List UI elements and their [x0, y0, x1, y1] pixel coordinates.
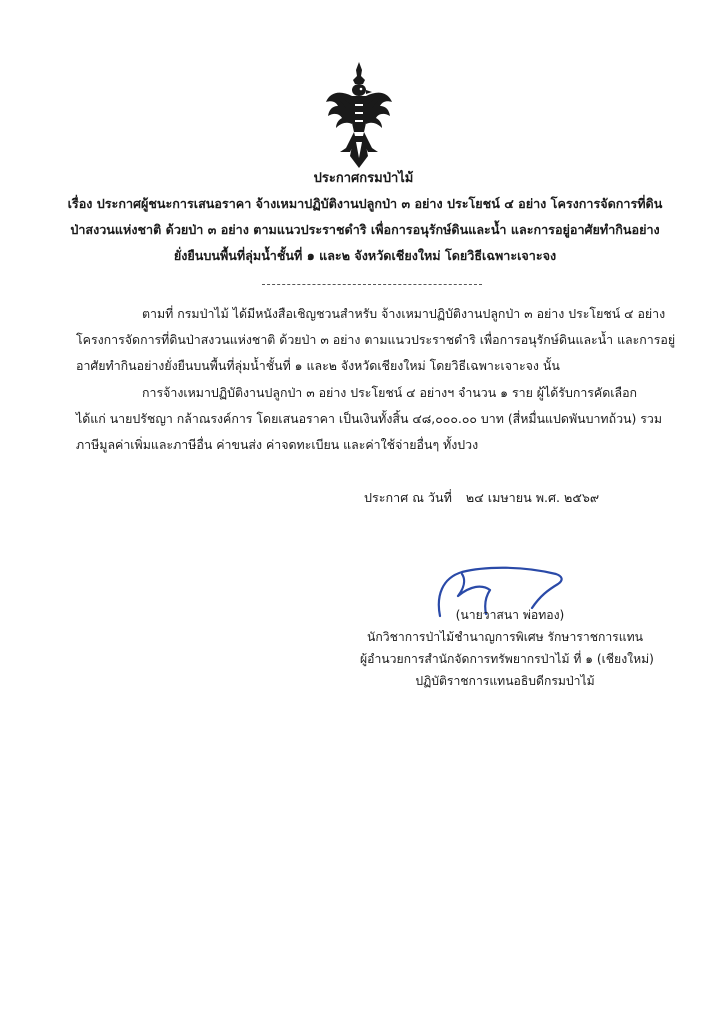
subject-block: [62, 191, 668, 269]
body-line: อาศัยทำกินอย่างยั่งยืนบนพื้นที่ลุ่มน้ำชั้นที่ ๑ และ๒ จังหวัดเชียงใหม่ โดยวิธีเฉพาะเจาะจง นั้น: [76, 358, 560, 373]
signatory-position: ปฏิบัติราชการแทนอธิบดีกรมป่าไม้: [415, 674, 595, 688]
garuda-emblem-icon: [326, 62, 392, 168]
body-line: โครงการจัดการที่ดินป่าสงวนแห่งชาติ ด้วยป่า ๓ อย่าง ตามแนวประราชดำริ เพื่อการอนุรักษ์ดินและน้ำ และการอยู่: [76, 332, 676, 347]
signatory-position: นักวิชาการป่าไม้ชำนาญการพิเศษ รักษาราชการแทน: [367, 630, 643, 644]
body-paragraph-invitation: [76, 301, 676, 379]
document-title: ประกาศกรมป่าไม้: [313, 171, 414, 186]
section-divider: [262, 284, 482, 285]
announcement-date: [364, 488, 599, 508]
signatory-name: (นายวาสนา พ่อทอง): [455, 608, 565, 622]
announcement-month-year: เมษายน พ.ศ. ๒๕๖๙: [487, 490, 600, 505]
subject-line: เรื่อง ประกาศผู้ชนะการเสนอราคา จ้างเหมาปฏิบัติงานปลูกป่า ๓ อย่าง ประโยชน์ ๔ อย่าง โครงการจัดการที่ดิน: [67, 196, 663, 211]
signatory-position: ผู้อำนวยการสำนักจัดการทรัพยากรป่าไม้ ที่ ๑ (เชียงใหม่): [360, 652, 654, 666]
body-line: ภาษีมูลค่าเพิ่มและภาษีอื่น ค่าขนส่ง ค่าจดทะเบียน และค่าใช้จ่ายอื่นๆ ทั้งปวง: [76, 437, 479, 452]
subject-line: ป่าสงวนแห่งชาติ ด้วยป่า ๓ อย่าง ตามแนวประราชดำริ เพื่อการอนุรักษ์ดินและน้ำ และการอยู่อาศัยทำกินอย่าง: [70, 222, 660, 237]
body-line: ได้แก่ นายปรัชญา กล้าณรงค์การ โดยเสนอราคา เป็นเงินทั้งสิ้น ๔๘,๐๐๐.๐๐ บาท (สี่หมื่นแปดพันบาทถ้วน) รวม: [76, 411, 663, 426]
signatory-block: [360, 604, 654, 692]
body-line: ตามที่ กรมป่าไม้ ได้มีหนังสือเชิญชวนสำหรับ จ้างเหมาปฏิบัติงานปลูกป่า ๓ อย่าง ประโยชน์ ๔ อย่าง: [142, 306, 666, 321]
subject-line: ยั่งยืนบนพื้นที่ลุ่มน้ำชั้นที่ ๑ และ๒ จังหวัดเชียงใหม่ โดยวิธีเฉพาะเจาะจง: [173, 248, 557, 263]
announcement-day: ๒๔: [465, 490, 484, 505]
announcement-prefix: ประกาศ ณ วันที่: [364, 490, 452, 505]
body-line: การจ้างเหมาปฏิบัติงานปลูกป่า ๓ อย่าง ประโยชน์ ๔ อย่างฯ จำนวน ๑ ราย ผู้ได้รับการคัดเลือก: [142, 385, 638, 400]
body-paragraph-winner: [76, 380, 676, 458]
